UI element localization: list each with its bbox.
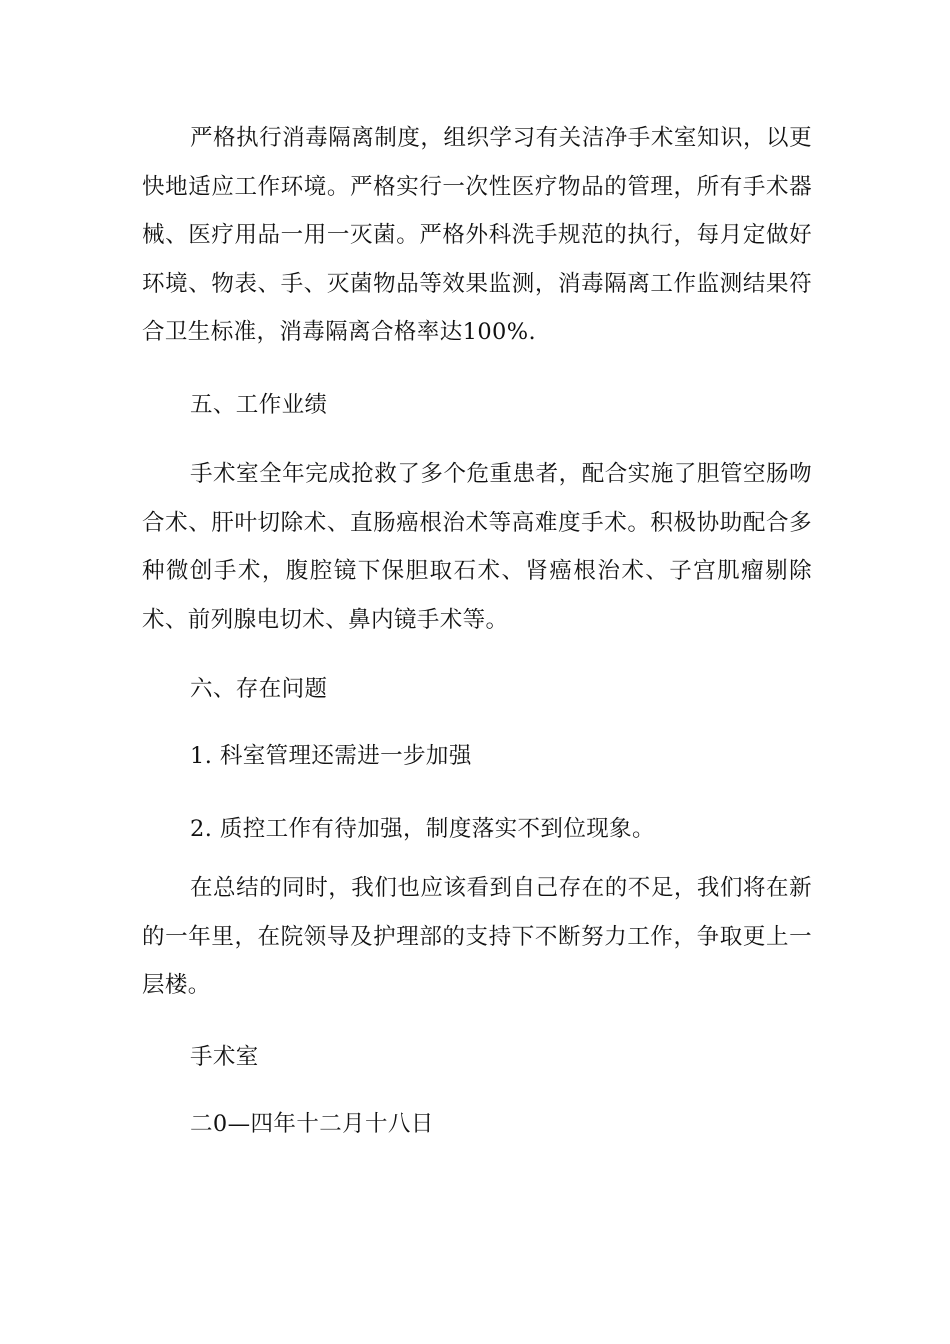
- paragraph-disinfection: 严格执行消毒隔离制度，组织学习有关洁净手术室知识，以更快地适应工作环境。严格实行一次性医疗物品的管理，所有手术器械、医疗用品一用一灭菌。严格外科洗手规范的执行，每月定做好环境、物表、手、灭菌物品等效果监测，消毒隔离工作监测结果符合卫生标准，消毒隔离合格率达100%.: [142, 125, 812, 345]
- paragraph-achievements: 手术室全年完成抢救了多个危重患者，配合实施了胆管空肠吻合术、肝叶切除术、直肠癌根治术等高难度手术。积极协助配合多种微创手术，腹腔镜下保胆取石术、肾癌根治术、子宫肌瘤剔除术、前列腺电切术、鼻内镜手术等。: [142, 461, 812, 633]
- signature-date: 二0—四年十二月十八日: [190, 1111, 434, 1137]
- section-heading-work-achievements: 五、工作业绩: [190, 392, 328, 418]
- issue-item-2: 2. 质控工作有待加强，制度落实不到位现象。: [190, 816, 655, 842]
- signature-department: 手术室: [190, 1044, 259, 1070]
- paragraph-conclusion: 在总结的同时，我们也应该看到自己存在的不足，我们将在新的一年里，在院领导及护理部的支持下不断努力工作，争取更上一层楼。: [142, 875, 812, 998]
- section-heading-existing-problems: 六、存在问题: [190, 676, 328, 702]
- issue-item-1: 1. 科室管理还需进一步加强: [190, 743, 472, 769]
